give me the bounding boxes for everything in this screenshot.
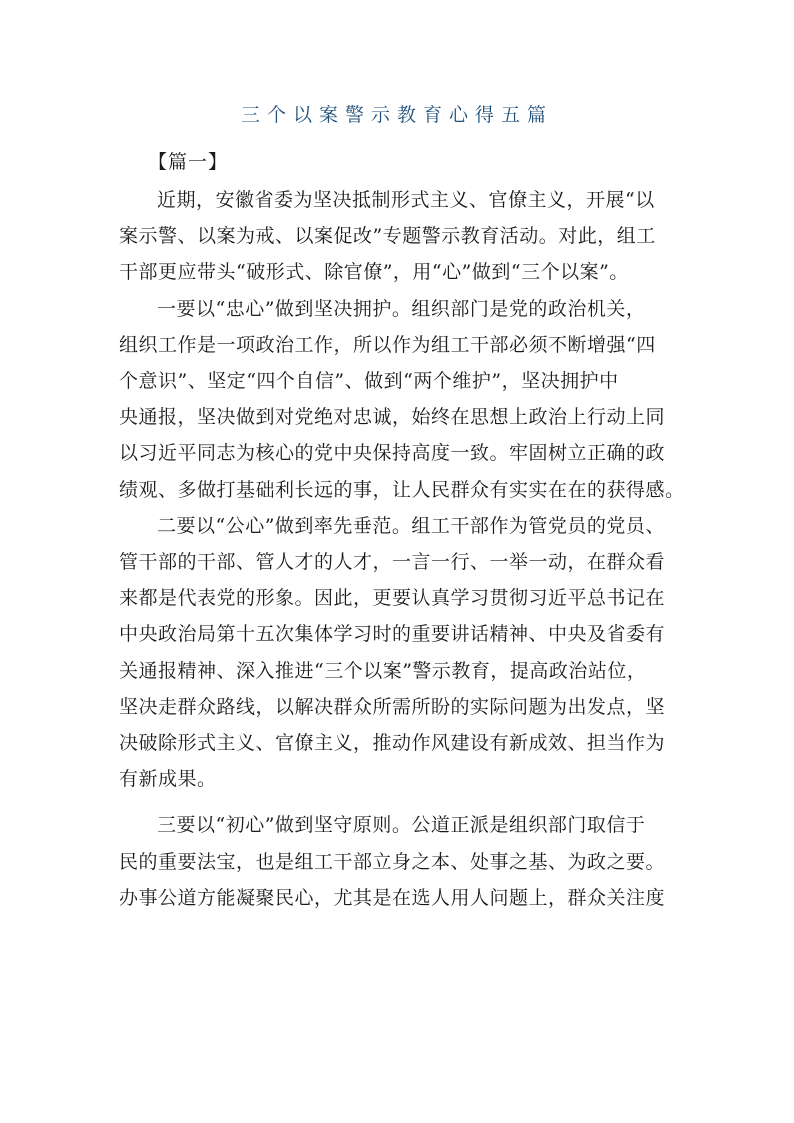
text-line: 有新成果。 (119, 768, 217, 791)
paragraph-4 (119, 807, 699, 916)
paragraph-2 (119, 291, 699, 508)
text-line: 近期，安徽省委为坚决抵制形式主义、官僚主义，开展“以 (157, 189, 655, 211)
text-line: 二要以“公心”做到率先垂范。组工干部作为管党员的党员、 (157, 514, 665, 537)
section-label: 【篇一】 (148, 151, 229, 173)
text-line: 决破除形式主义、官僚主义，推动作风建设有新成效、担当作为 (119, 732, 666, 755)
document-body (119, 182, 699, 916)
text-line: 三要以“初心”做到坚守原则。公道正派是组织部门取信于 (157, 814, 646, 837)
document-title: 三个以案警示教育心得五篇 (240, 104, 553, 126)
text-line: 中央政治局第十五次集体学习时的重要讲话精神、中央及省委有 (119, 623, 666, 646)
paragraph-3 (119, 508, 699, 798)
text-line: 一要以“忠心”做到坚决拥护。组织部门是党的政治机关， (157, 297, 646, 320)
text-line: 个意识”、坚定“四个自信”、做到“两个维护”，坚决拥护中 (119, 370, 619, 393)
text-line: 绩观、多做打基础利长远的事，让人民群众有实实在在的获得感。 (119, 478, 685, 501)
text-line: 干部更应带头“破形式、除官僚”，用“心”做到“三个以案”。 (119, 261, 629, 284)
text-line: 组织工作是一项政治工作，所以作为组工干部必须不断增强“四 (119, 333, 656, 356)
text-line: 坚决走群众路线，以解决群众所需所盼的实际问题为出发点，坚 (119, 695, 666, 718)
text-line: 来都是代表党的形象。因此，更要认真学习贯彻习近平总书记在 (119, 587, 666, 610)
text-line: 央通报，坚决做到对党绝对忠诚，始终在思想上政治上行动上同 (119, 406, 666, 429)
text-line: 关通报精神、深入推进“三个以案”警示教育，提高政治站位， (119, 659, 647, 682)
text-line: 管干部的干部、管人才的人才，一言一行、一举一动，在群众看 (119, 551, 666, 574)
paragraph-1 (119, 182, 699, 291)
text-line: 案示警、以案为戒、以案促改”专题警示教育活动。对此，组工 (119, 225, 656, 248)
text-line: 办事公道方能凝聚民心，尤其是在选人用人问题上，群众关注度 (119, 886, 666, 909)
text-line: 民的重要法宝，也是组工干部立身之本、处事之基、为政之要。 (119, 850, 666, 873)
text-line: 以习近平同志为核心的党中央保持高度一致。牢固树立正确的政 (119, 442, 666, 465)
